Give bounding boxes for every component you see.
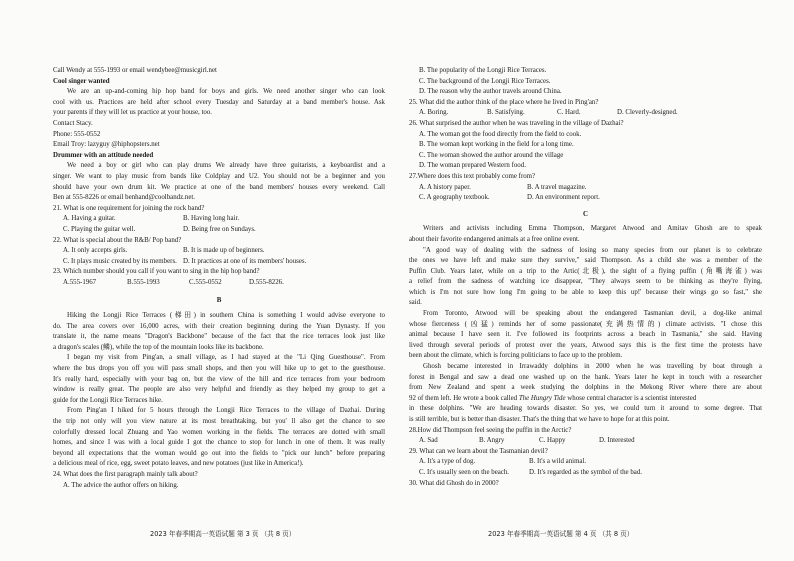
option-a: A. The woman got the food directly from the field to cook. <box>419 130 582 138</box>
option-b: B. It's a wild animal. <box>529 458 587 466</box>
book-desc: whose central character is a scientist interested <box>567 394 697 402</box>
question-29-options-cd <box>409 468 762 479</box>
passage-c-line: Writers and activists including Emma Thompson, Margaret Atwood and Amitav Ghosh are to speak <box>423 225 762 233</box>
passage-c-line: From Toronto, Atwood will be speaking about the endangered Tasmanian devil, a dog-like animal <box>423 310 762 318</box>
option-c: C. It plays music created by its members. <box>63 257 177 265</box>
option-c: C. The background of the Longji Rice Terraces. <box>419 77 551 85</box>
question-27: 27.Where does this text probably come from? <box>409 172 536 180</box>
question-26: 26. What surprised the author when he was traveling in the village of Dazhai? <box>409 119 624 127</box>
passage-c-line: lived through several periods of protest over the years, Atwood says this is the first time the protests have <box>409 341 762 349</box>
question-28-options <box>409 436 762 447</box>
question-21-options-ab <box>53 214 385 225</box>
ad-phone: Phone: 555-0552 <box>53 130 101 138</box>
ad-text-line: We are an up-and-coming hip hop band for boys and girls. We need another singer who can look <box>67 88 385 96</box>
passage-b-line: colorfully dressed local Zhuang and Yao women working in the fields. The terraces are dotted with small <box>53 428 385 436</box>
option-b: B. A travel magazine. <box>527 183 587 191</box>
option-a: A. The advice the author offers on hiking. <box>63 481 179 489</box>
option-c: C. Playing the guitar well. <box>63 225 136 233</box>
passage-b-line: From Ping'an I hiked for 5 hours through the Longji Rice Terraces to the village of Dazhai. During <box>67 407 385 415</box>
ad-contact-wendy: Call Wendy at 555-1993 or email wendybee@musicgirl.net <box>53 67 217 74</box>
option-b: B. Having long hair. <box>183 215 240 223</box>
passage-b-line: translate it, the name means "Dragon's Backbone" because of the fact that the rice terraces look just like <box>53 333 385 341</box>
ad-text-line: your parents if they will let us practice at your house, too. <box>53 109 213 117</box>
section-c-heading: C <box>583 210 588 218</box>
option-b: B. It is made up of beginners. <box>183 247 265 255</box>
passage-c-line: the ones we have left and make sure they survive," said Thompson. As a child she was a member of the <box>409 257 762 265</box>
option-a: A. A history paper. <box>419 183 471 191</box>
passage-b-line: window is really great. The people are also very helpful and friendly as they helped my group to get a <box>53 386 385 394</box>
ad-email: Email Troy: lazyguy @hiphopsters.net <box>53 141 160 149</box>
question-25-options <box>409 108 762 119</box>
question-30: 30. What did Ghosh do in 2000? <box>409 479 499 487</box>
passage-b-line: the trip not only will you view nature at its most breathtaking, but you' ll also get the chance to see <box>53 418 385 425</box>
passage-c-line: is still terrible, but is better than disaster. That's the thing that we have to hope for at this point. <box>409 416 670 423</box>
question-22-options-ab <box>53 246 385 257</box>
passage-c-line: forest in Bengal and saw a dead one washed up on the bank. Years later he kept in touch with a researcher <box>409 373 762 381</box>
passage-c-line-book <box>409 394 762 405</box>
question-23: 23. Which number should you call if you want to sing in the hip hop band? <box>53 268 260 276</box>
option-c: C. Hard. <box>557 109 581 117</box>
option-d: D.555-8226. <box>249 278 284 286</box>
option-b: B. The popularity of the Longji Rice Terraces. <box>419 67 547 74</box>
option-c: C. The woman showed the author around the village <box>419 151 564 159</box>
ad-text-line: singer. We want to play music from bands like Coldplay and U2. You should not be a beginner and you <box>53 172 385 180</box>
option-c: C. A geography textbook. <box>419 194 490 202</box>
option-a: A.555-1967 <box>63 278 97 286</box>
option-c: C. Happy <box>539 437 566 445</box>
passage-b-line: do. The area covers over 16,000 acres, with their creation beginning during the Yuan Dynasty. If you <box>53 322 385 330</box>
passage-b-line: a dragon's scales (鳞), while the top of the mountain looks like its backbone. <box>53 343 264 351</box>
question-27-options-ab <box>409 183 762 194</box>
question-23-options <box>53 278 385 289</box>
option-a: A. It only accepts girls. <box>63 247 128 255</box>
option-b: B. The woman kept working in the field for a long time. <box>419 141 574 149</box>
ad-heading-singer: Cool singer wanted <box>53 77 110 85</box>
option-d: D. It's regarded as the symbol of the bad. <box>529 468 642 476</box>
passage-b-line: beyond all expectations that the woman would go out into the fields to "pick our lunch" before preparing <box>53 449 385 457</box>
option-d: D. An environment report. <box>527 194 600 202</box>
ad-text-line: should have your own drum kit. We practice at one of the band members' houses every weekend. Call <box>53 183 385 191</box>
passage-b-line: I began my visit from Ping'an, a small village, as I had stayed at the "Li Qing Guesthouse". From <box>67 354 385 362</box>
question-21-options-cd <box>53 225 385 236</box>
section-b-heading: B <box>216 297 222 305</box>
passage-c-line: Ghosh became interested in Irrawaddy dolphins in 2000 when he was travelling by boat through a <box>423 363 762 371</box>
option-b: B.555-1993 <box>127 278 160 286</box>
passage-c-line: said. <box>409 299 422 307</box>
passage-c-line: Puffin Club. Years later, while on a trip to the Artic(北极), the sight of a flying puffin (角嘴海雀) was <box>409 267 762 275</box>
option-c: C.555-0552 <box>189 278 222 286</box>
ad-text-line: cool with us. Practices are held after school every Tuesday and Saturday at a band member's house. Ask <box>53 98 385 106</box>
question-27-options-cd <box>409 193 762 204</box>
passage-c-line: animal because I have seen it. I've followed its footprints across a beach in Tasmania," she said. Having <box>409 331 762 339</box>
option-b: B. Angry <box>479 437 505 445</box>
book-intro: 92 of them left. He wrote a book called <box>409 394 518 402</box>
passage-c-line: which is I'm not sure how long I'm going to be able to keep this up!' because their wings go so fast," she <box>409 288 762 296</box>
option-a: A. It's a type of dog. <box>419 458 476 466</box>
question-29-options-ab <box>409 457 762 468</box>
question-29: 29. What can we learn about the Tasmanian devil? <box>409 447 548 455</box>
passage-b-line: It's really hard, especially with your bag on, but the view of the hill and rice terraces from your bedroom <box>53 375 385 383</box>
ad-text-line: Ben at 555-8226 or email benhand@coolbandz.net. <box>53 194 196 202</box>
passage-b-line: Hiking the Longji Rice Terraces (梯田) in southern China is something I would advise everyone to <box>67 312 385 320</box>
option-d: D. Cleverly-designed. <box>617 109 678 117</box>
passage-c-line: about their favorite endangered animals at a free online event. <box>409 235 580 243</box>
question-24: 24. What does the first paragraph mainly talk about? <box>53 470 198 478</box>
option-d: D. The woman prepared Western food. <box>419 162 526 170</box>
option-a: A. Sad <box>419 437 438 445</box>
option-c: C. It's usually seen on the beach. <box>419 468 510 476</box>
option-b: B. Satisfying. <box>487 109 525 117</box>
option-d: D. It practices at one of its members' houses. <box>183 257 307 265</box>
option-a: A. Having a guitar. <box>63 215 116 223</box>
page-footer-3: 2023 年春季期高一英语试题 第 3 页 （共 8 页） <box>150 530 296 538</box>
passage-c-line: in these dolphins. "We are heading towards disaster. So yes, we could turn it around to some degree. That <box>409 405 762 413</box>
passage-b-line: where the bus drops you off you will pass small shops, and then you will hike up to get to the guesthouse. <box>53 365 385 373</box>
question-28: 28.How did Thompson feel seeing the puffin in the Arctic? <box>409 426 572 434</box>
question-22: 22. What is special about the R&B/ Pop band? <box>53 236 182 244</box>
passage-c-line: whose fierceness (凶猛) reminds her of some passionate(充满热情的) climate activists. "I chose this <box>409 320 762 328</box>
passage-b-line: guide for the Longji Rice Terraces hike. <box>53 396 163 404</box>
option-d: D. Being free on Sundays. <box>183 225 256 233</box>
option-d: D. The reason why the author travels around China. <box>419 88 562 96</box>
book-title: The Hungry Tide <box>518 394 566 402</box>
page-footer-4: 2023 年春季期高一英语试题 第 4 页 （共 8 页） <box>488 530 634 538</box>
passage-b-line: homes, and since I was with a local guide I got the chance to stop for lunch in one of them. It was really <box>53 439 385 447</box>
option-d: D. Interested <box>599 437 635 445</box>
passage-c-line: a relief from the sadness of watching ice disappear, "They always seem to be thinking as they're flying, <box>409 278 762 286</box>
option-a: A. Boring. <box>419 109 449 117</box>
passage-c-line: been about the climate, which is forcing politicians to face up to the problem. <box>409 352 623 360</box>
passage-b-line: a delicious meal of rice, egg, sweet potato leaves, and new potatoes (just like in America!). <box>53 460 304 468</box>
ad-text-line: We need a boy or girl who can play drums We already have three guitarists, a keyboardist and a <box>67 162 385 170</box>
passage-c-line: from New Zealand and spent a week studying the dolphins in the Mekong River where there are about <box>409 384 762 392</box>
question-21: 21. What is one requirement for joining the rock band? <box>53 204 205 212</box>
question-22-options-cd <box>53 257 385 268</box>
ad-heading-drummer: Drummer with an attitude needed <box>53 151 154 159</box>
page-4 <box>397 0 794 561</box>
question-25: 25. What did the author think of the place where he lived in Ping'an? <box>409 98 599 106</box>
ad-contact: Contact Stacy. <box>53 119 93 127</box>
passage-c-line: "A good way of dealing with the sadness of losing so many species from our planet is to celebrate <box>423 246 762 254</box>
